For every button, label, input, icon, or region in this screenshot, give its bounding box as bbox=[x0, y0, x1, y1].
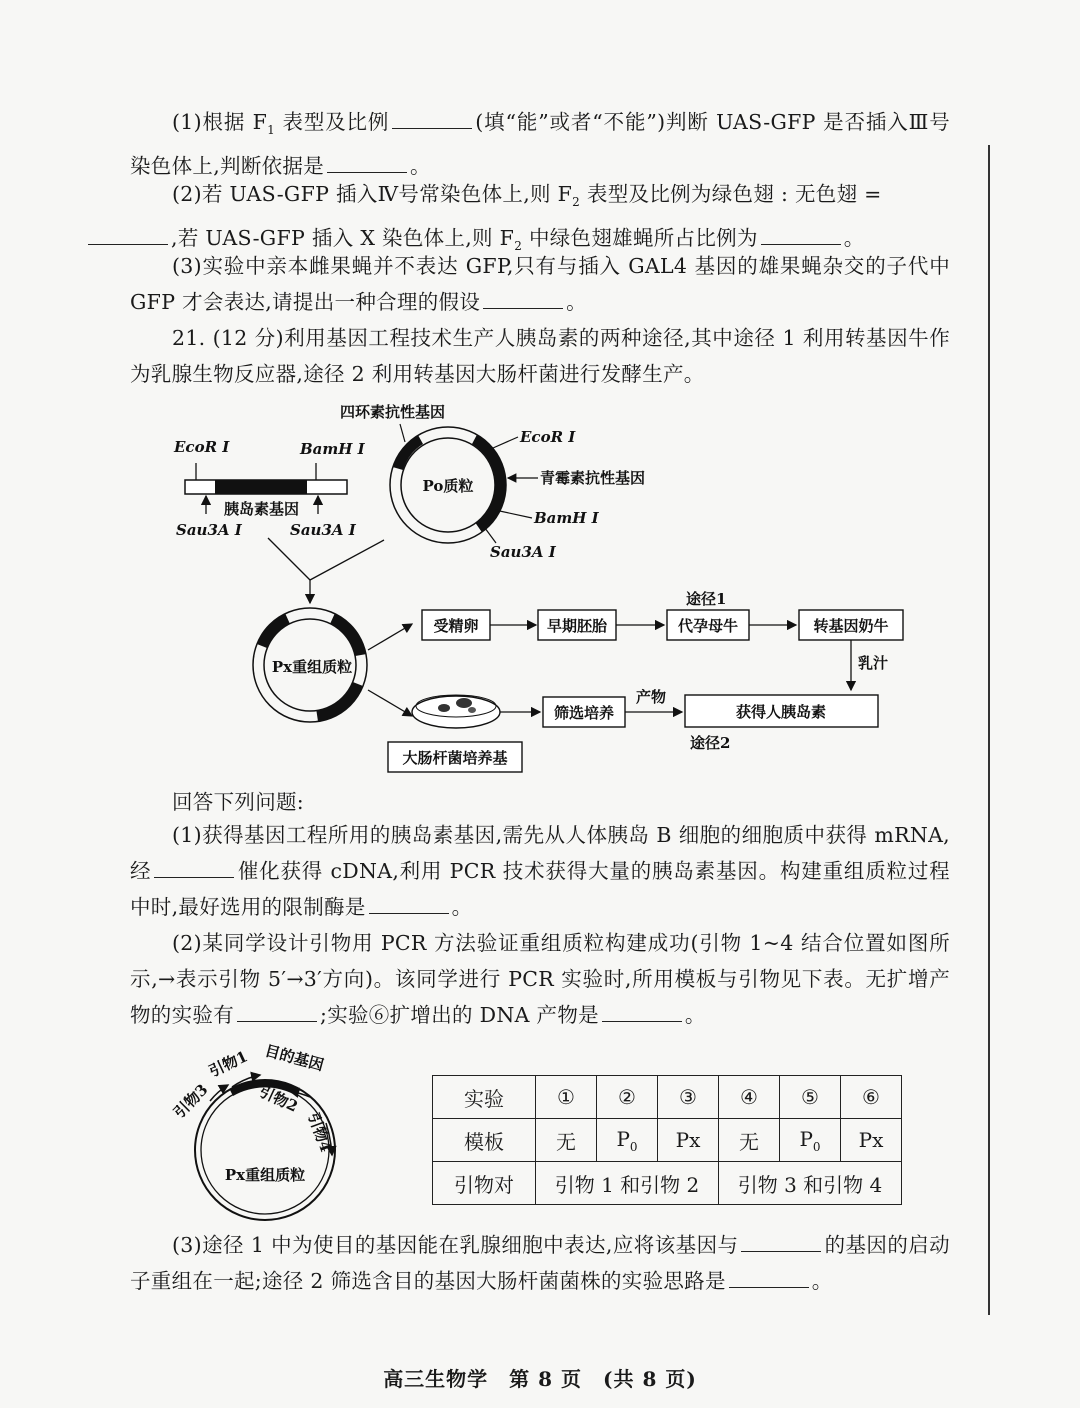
answer-blank[interactable] bbox=[154, 859, 234, 878]
product-label: 产物 bbox=[636, 688, 667, 706]
primer2-label: 引物2 bbox=[256, 1082, 301, 1116]
petri-dish bbox=[412, 695, 500, 728]
q20-part3: (3)实验中亲本雌果蝇并不表达 GFP,只有与插入 GAL4 基因的雄果蝇杂交的子代中 GFP 才会表达,请提出一种合理的假设 。 bbox=[130, 254, 950, 314]
early-embryo-label: 早期胚胎 bbox=[546, 617, 608, 635]
q21-intro: 21. (12 分)利用基因工程技术生产人胰岛素的两种途径,其中途径 1 利用转基因牛作为乳腺生物反应器,途径 2 利用转基因大肠杆菌进行发酵生产。 bbox=[130, 326, 950, 386]
primer-diagram bbox=[150, 1035, 380, 1225]
bamhi-label-left: BamH Ⅰ bbox=[300, 440, 365, 458]
milk-label: 乳汁 bbox=[858, 654, 889, 672]
answer-blank[interactable] bbox=[761, 226, 841, 245]
ecori-label-left: EcoR Ⅰ bbox=[174, 438, 230, 456]
table-row: 模板 无 $P_0$ Px 无 $P_0$ Px bbox=[433, 1119, 902, 1162]
primer1-label: 引物1 bbox=[206, 1047, 251, 1081]
screen-culture-label: 筛选培养 bbox=[553, 704, 615, 722]
ecori-label-right: EcoR Ⅰ bbox=[520, 428, 576, 446]
transgenic-cow-label: 转基因奶牛 bbox=[813, 617, 889, 635]
get-insulin-label: 获得人胰岛素 bbox=[735, 703, 827, 721]
po-plasmid-label: Po质粒 bbox=[422, 477, 474, 495]
answer-blank[interactable] bbox=[729, 1269, 809, 1288]
table-row: 引物对 引物 1 和引物 2 引物 3 和引物 4 bbox=[433, 1162, 902, 1205]
answer-blank[interactable] bbox=[483, 290, 563, 309]
fertilized-egg-label: 受精卵 bbox=[433, 617, 479, 635]
pen-resistance-label: 青霉素抗性基因 bbox=[540, 469, 646, 487]
answer-prompt: 回答下列问题: bbox=[172, 790, 305, 814]
page-footer: 高三生物学 第 8 页 (共 8 页) bbox=[383, 1367, 697, 1391]
bamhi-label-right: BamH Ⅰ bbox=[534, 509, 599, 527]
primer4-label: 引物4 bbox=[304, 1110, 335, 1155]
answer-blank[interactable] bbox=[369, 895, 449, 914]
q21-sub1: (1)获得基因工程所用的胰岛素基因,需先从人体胰岛 B 细胞的细胞质中获得 mRNA,经 催化获得 cDNA,利用 PCR 技术获得大量的胰岛素基因。构建重组质粒过程中时,最好选用的限制酶是 。 bbox=[130, 823, 950, 919]
sau3ai-label-2: Sau3A Ⅰ bbox=[290, 521, 356, 539]
answer-blank[interactable] bbox=[88, 226, 168, 245]
ecoli-medium-label: 大肠杆菌培养基 bbox=[402, 749, 508, 767]
route1-label: 途径1 bbox=[686, 590, 727, 608]
answer-blank[interactable] bbox=[392, 110, 472, 129]
px-plasmid bbox=[253, 608, 367, 722]
q21-sub2: (2)某同学设计引物用 PCR 方法验证重组质粒构建成功(引物 1~4 结合位置如图所示,→表示引物 5′→3′方向)。该同学进行 PCR 实验时,所用模板与引物见下表。无扩增产物的实验有 ;实验⑥扩增出的 DNA 产物是 。 bbox=[130, 931, 950, 1027]
route2-label: 途径2 bbox=[690, 734, 731, 752]
sau3ai-label-3: Sau3A Ⅰ bbox=[490, 543, 556, 561]
answer-blank[interactable] bbox=[237, 1003, 317, 1022]
q20-part1: (1)根据 $F_1$ 表型及比例 (填“能”或者“不能”)判断 UAS-GFP 是否插入Ⅲ号染色体上,判断依据是 。 bbox=[130, 110, 951, 179]
surrogate-cow-label: 代孕母牛 bbox=[677, 617, 739, 635]
primer3-label: 引物3 bbox=[170, 1080, 212, 1122]
px-plasmid-small-label: Px重组质粒 bbox=[224, 1166, 306, 1184]
q21-sub3: (3)途径 1 中为使目的基因能在乳腺细胞中表达,应将该基因与 的基因的启动子重组在一起;途径 2 筛选含目的基因大肠杆菌菌株的实验思路是 。 bbox=[130, 1233, 950, 1293]
answer-blank[interactable] bbox=[602, 1003, 682, 1022]
table-row: 实验 ① ② ③ ④ ⑤ ⑥ bbox=[433, 1076, 902, 1119]
sau3ai-label-1: Sau3A Ⅰ bbox=[176, 521, 242, 539]
tet-resistance-label: 四环素抗性基因 bbox=[340, 403, 446, 421]
answer-blank[interactable] bbox=[327, 154, 407, 173]
q20-part2: (2)若 UAS-GFP 插入Ⅳ号常染色体上,则 $F_2$ 表型及比例为绿色翅 : 无色翅 = ,若 UAS-GFP 插入 X 染色体上,则 $F_2$ 中绿色翅雄蝇所占比例为 。 bbox=[130, 176, 950, 264]
insulin-gene-fragment bbox=[173, 438, 366, 539]
insulin-gene-label: 胰岛素基因 bbox=[224, 500, 300, 518]
target-gene-label: 目的基因 bbox=[262, 1041, 326, 1075]
gene-engineering-diagram bbox=[0, 390, 1080, 790]
experiment-table bbox=[432, 1075, 902, 1205]
px-plasmid-label: Px重组质粒 bbox=[271, 658, 353, 676]
po-plasmid bbox=[340, 403, 645, 561]
answer-blank[interactable] bbox=[741, 1233, 821, 1252]
